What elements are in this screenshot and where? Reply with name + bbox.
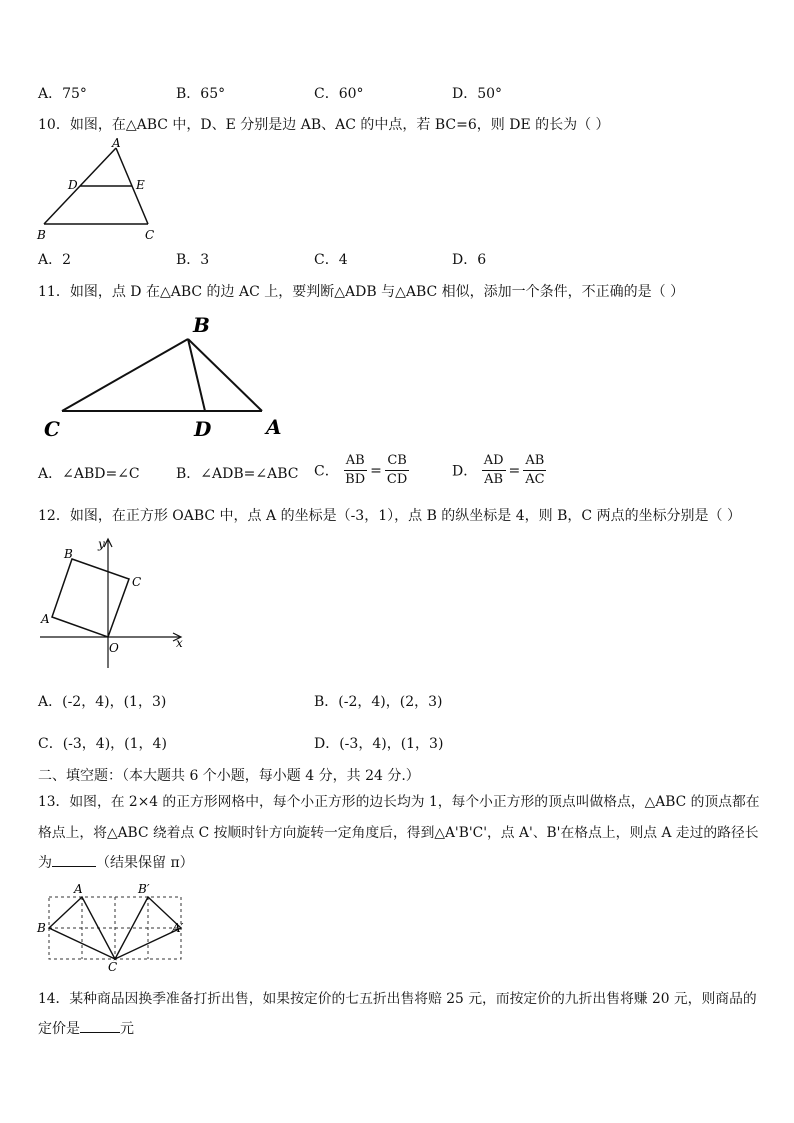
q10-label-d: D bbox=[68, 178, 78, 192]
q12-label-b: B bbox=[64, 547, 73, 561]
q11-option-d-left-num: AD bbox=[482, 452, 506, 471]
q14-line-2-prefix: 定价是 bbox=[38, 1021, 80, 1037]
q10-option-c: C．4 bbox=[314, 252, 348, 268]
q11-option-d-right-den: AC bbox=[525, 472, 545, 487]
q12-label-o: O bbox=[109, 641, 119, 655]
q11-option-c-left-num: AB bbox=[344, 452, 367, 471]
q14-line-2-suffix: 元 bbox=[120, 1021, 134, 1037]
q12-label-x: x bbox=[176, 636, 183, 650]
q11-option-c-left-den: BD bbox=[345, 472, 366, 487]
q12-label-y: y bbox=[98, 537, 105, 551]
q11-option-c-right-den: CD bbox=[386, 472, 408, 487]
q13-answer-blank[interactable] bbox=[52, 866, 96, 867]
q11-option-a: A．∠ABD=∠C bbox=[38, 466, 140, 482]
q11-text: 11．如图，点 D 在△ABC 的边 AC 上，要判断△ADB 与△ABC 相似，添加一个条件，不正确的是（ ） bbox=[38, 284, 685, 300]
q9-option-a: A．75° bbox=[38, 86, 87, 102]
q10-text: 10．如图，在△ABC 中，D、E 分别是边 AB、AC 的中点，若 BC=6，则 DE 的长为（ ） bbox=[38, 117, 610, 133]
q14-answer-blank[interactable] bbox=[80, 1032, 120, 1033]
q13-line-1: 13．如图，在 2×4 的正方形网格中，每个小正方形的边长均为 1，每个小正方形的顶点叫做格点，△ABC 的顶点都在 bbox=[38, 794, 760, 810]
q13-line-2: 格点上，将△ABC 绕着点 C 按顺时针方向旋转一定角度后，得到△A'B'C'，点 A'、B'在格点上，则点 A 走过的路径长 bbox=[38, 825, 759, 841]
q13-label-b: B bbox=[37, 921, 46, 935]
q11-option-c bbox=[314, 452, 409, 489]
q10-triangle-figure bbox=[34, 136, 164, 244]
q12-option-b: B．(-2，4)，(2，3) bbox=[314, 694, 443, 710]
q11-option-d-eq: = bbox=[508, 462, 521, 479]
q11-option-c-fraction-left bbox=[343, 452, 367, 489]
q10-option-a: A．2 bbox=[38, 252, 72, 268]
q11-option-b: B．∠ADB=∠ABC bbox=[176, 466, 299, 482]
q11-option-c-prefix: C． bbox=[314, 463, 339, 480]
q9-option-d: D．50° bbox=[452, 86, 503, 102]
q13-label-c: C bbox=[108, 960, 118, 972]
q13-label-a: A bbox=[74, 882, 83, 896]
q13-line-3-prefix: 为 bbox=[38, 855, 52, 871]
q11-option-c-right-num: CB bbox=[385, 452, 409, 471]
q11-label-b: B bbox=[193, 313, 210, 337]
q14-line-1: 14．某种商品因换季准备打折出售，如果按定价的七五折出售将赔 25 元，而按定价的九折出售将赚 20 元，则商品的 bbox=[38, 991, 757, 1007]
q11-option-d bbox=[452, 452, 547, 489]
q11-option-d-right-num: AB bbox=[523, 452, 546, 471]
q12-label-a: A bbox=[41, 612, 50, 626]
q11-label-d: D bbox=[194, 417, 212, 441]
q11-triangle-figure bbox=[38, 310, 298, 442]
q11-option-d-prefix: D． bbox=[452, 463, 478, 480]
q11-option-c-fraction-right bbox=[385, 452, 409, 489]
q11-option-d-left-den: AB bbox=[484, 472, 504, 487]
q9-option-c: C．60° bbox=[314, 86, 364, 102]
q12-text: 12．如图，在正方形 OABC 中，点 A 的坐标是（-3，1），点 B 的纵坐标是 4，则 B，C 两点的坐标分别是（ ） bbox=[38, 508, 742, 524]
q11-option-d-fraction-right bbox=[523, 452, 546, 489]
q13-line-3 bbox=[38, 852, 194, 872]
q10-label-b: B bbox=[37, 228, 46, 242]
q13-label-bp: B′ bbox=[138, 882, 150, 896]
q10-option-b: B．3 bbox=[176, 252, 210, 268]
q12-label-c: C bbox=[132, 575, 142, 589]
q10-label-c: C bbox=[145, 228, 155, 242]
q13-grid-figure bbox=[36, 880, 192, 972]
q12-option-a: A．(-2，4)，(1，3) bbox=[38, 694, 167, 710]
q10-label-a: A bbox=[112, 136, 121, 150]
q11-label-c: C bbox=[44, 417, 60, 441]
q14-line-2 bbox=[38, 1018, 134, 1038]
q12-coordinate-figure bbox=[36, 534, 188, 672]
q13-line-3-suffix: （结果保留 π） bbox=[96, 855, 194, 871]
section-2-title: 二、填空题：（本大题共 6 个小题，每小题 4 分，共 24 分.） bbox=[38, 768, 420, 784]
q10-option-d: D．6 bbox=[452, 252, 487, 268]
q12-option-d: D．(-3，4)，(1，3) bbox=[314, 736, 444, 752]
q11-option-c-eq: = bbox=[370, 462, 382, 479]
q12-option-c: C．(-3，4)，(1，4) bbox=[38, 736, 167, 752]
q9-option-b: B．65° bbox=[176, 86, 226, 102]
q11-option-d-fraction-left bbox=[482, 452, 506, 489]
q13-label-ap: A′ bbox=[172, 921, 184, 935]
q11-label-a: A bbox=[266, 415, 282, 439]
q10-label-e: E bbox=[136, 178, 145, 192]
